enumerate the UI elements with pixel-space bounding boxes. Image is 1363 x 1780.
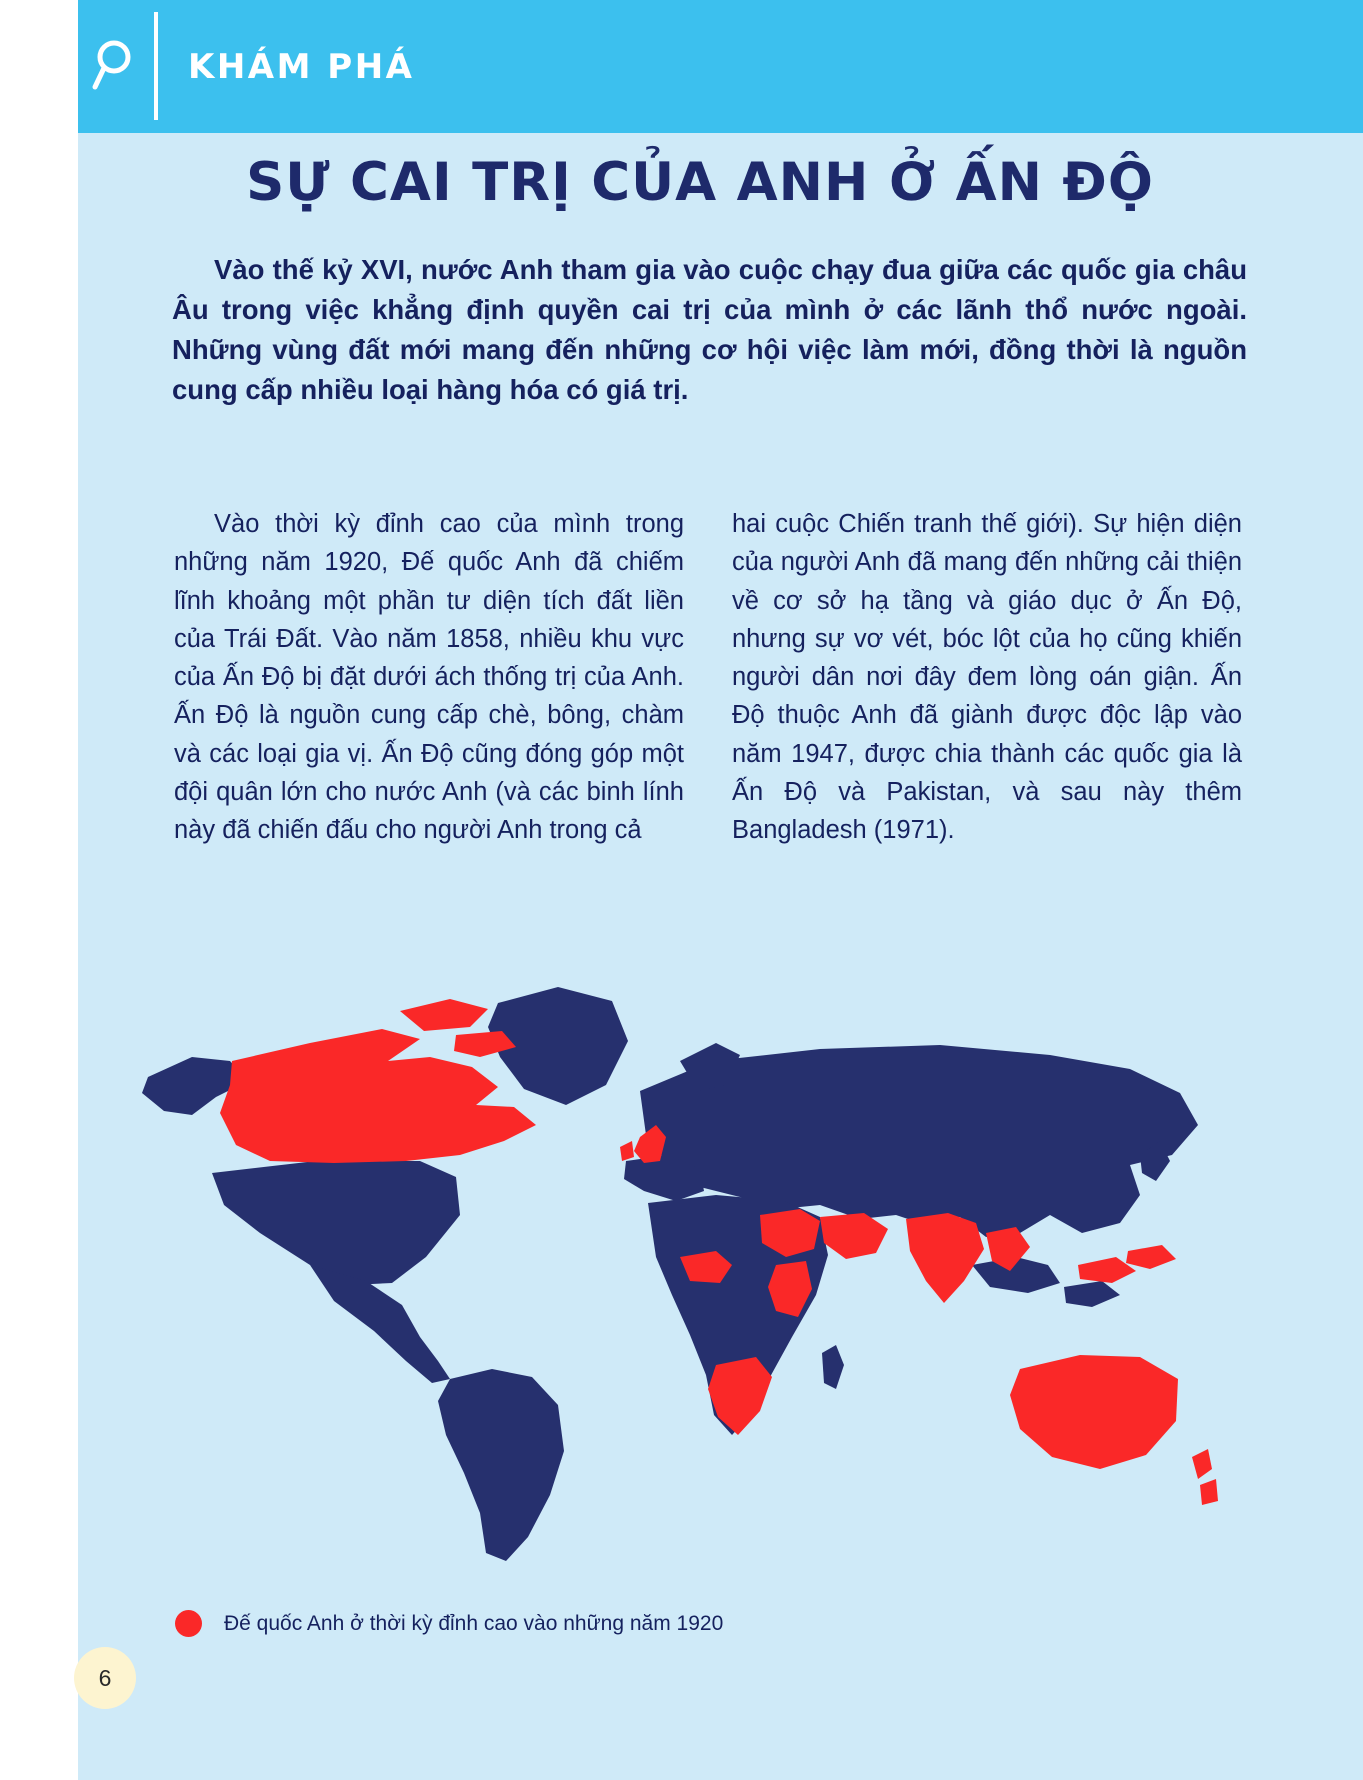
legend-marker-icon: [175, 1610, 202, 1637]
body-column-left: [174, 505, 684, 849]
page-left-gutter: [0, 0, 78, 1780]
body-column-right: [732, 505, 1242, 849]
page-title: SỰ CAI TRỊ CỦA ANH Ở ẤN ĐỘ: [246, 152, 1154, 213]
magnifier-icon: [90, 37, 142, 95]
map-legend: [175, 1610, 723, 1637]
section-label: KHÁM PHÁ: [188, 47, 415, 87]
page-number: 6: [74, 1647, 136, 1709]
body-columns: [174, 505, 1244, 849]
world-map: [120, 965, 1250, 1585]
lead-paragraph: Vào thế kỷ XVI, nước Anh tham gia vào cuộc chạy đua giữa các quốc gia châu Âu trong việc khẳng định quyền cai trị của mình ở các lãnh thổ nước ngoài. Những vùng đất mới mang đến những cơ hội việc làm mới, đồng thời là nguồn cung cấp nhiều loại hàng hóa có giá trị.: [172, 254, 1247, 405]
legend-label: Đế quốc Anh ở thời kỳ đỉnh cao vào những năm 1920: [224, 1611, 724, 1635]
body-paragraph: Vào thời kỳ đỉnh cao của mình trong những năm 1920, Đế quốc Anh đã chiếm lĩnh khoảng một phần tư diện tích đất liền của Trái Đất. Vào năm 1858, nhiều khu vực của Ấn Độ bị đặt dưới ách thống trị của Anh. Ấn Độ là nguồn cung cấp chè, bông, chàm và các loại gia vị. Ấn Độ cũng đóng góp một đội quân lớn cho nước Anh (và các binh lính này đã chiến đấu cho người Anh trong cả: [174, 510, 684, 844]
body-paragraph: hai cuộc Chiến tranh thế giới). Sự hiện diện của người Anh đã mang đến những cải thiện về cơ sở hạ tầng và giáo dục ở Ấn Độ, nhưng sự vơ vét, bóc lột của họ cũng khiến người dân nơi đây đem lòng oán giận. Ấn Độ thuộc Anh đã giành được độc lập vào năm 1947, được chia thành các quốc gia là Ấn Độ và Pakistan, và sau này thêm Bangladesh (1971).: [732, 510, 1242, 844]
world-map-svg: [120, 965, 1250, 1585]
magnifier-icon-frame: [78, 12, 158, 120]
section-header-band: [0, 0, 1363, 133]
header-left-gutter: [0, 0, 78, 133]
